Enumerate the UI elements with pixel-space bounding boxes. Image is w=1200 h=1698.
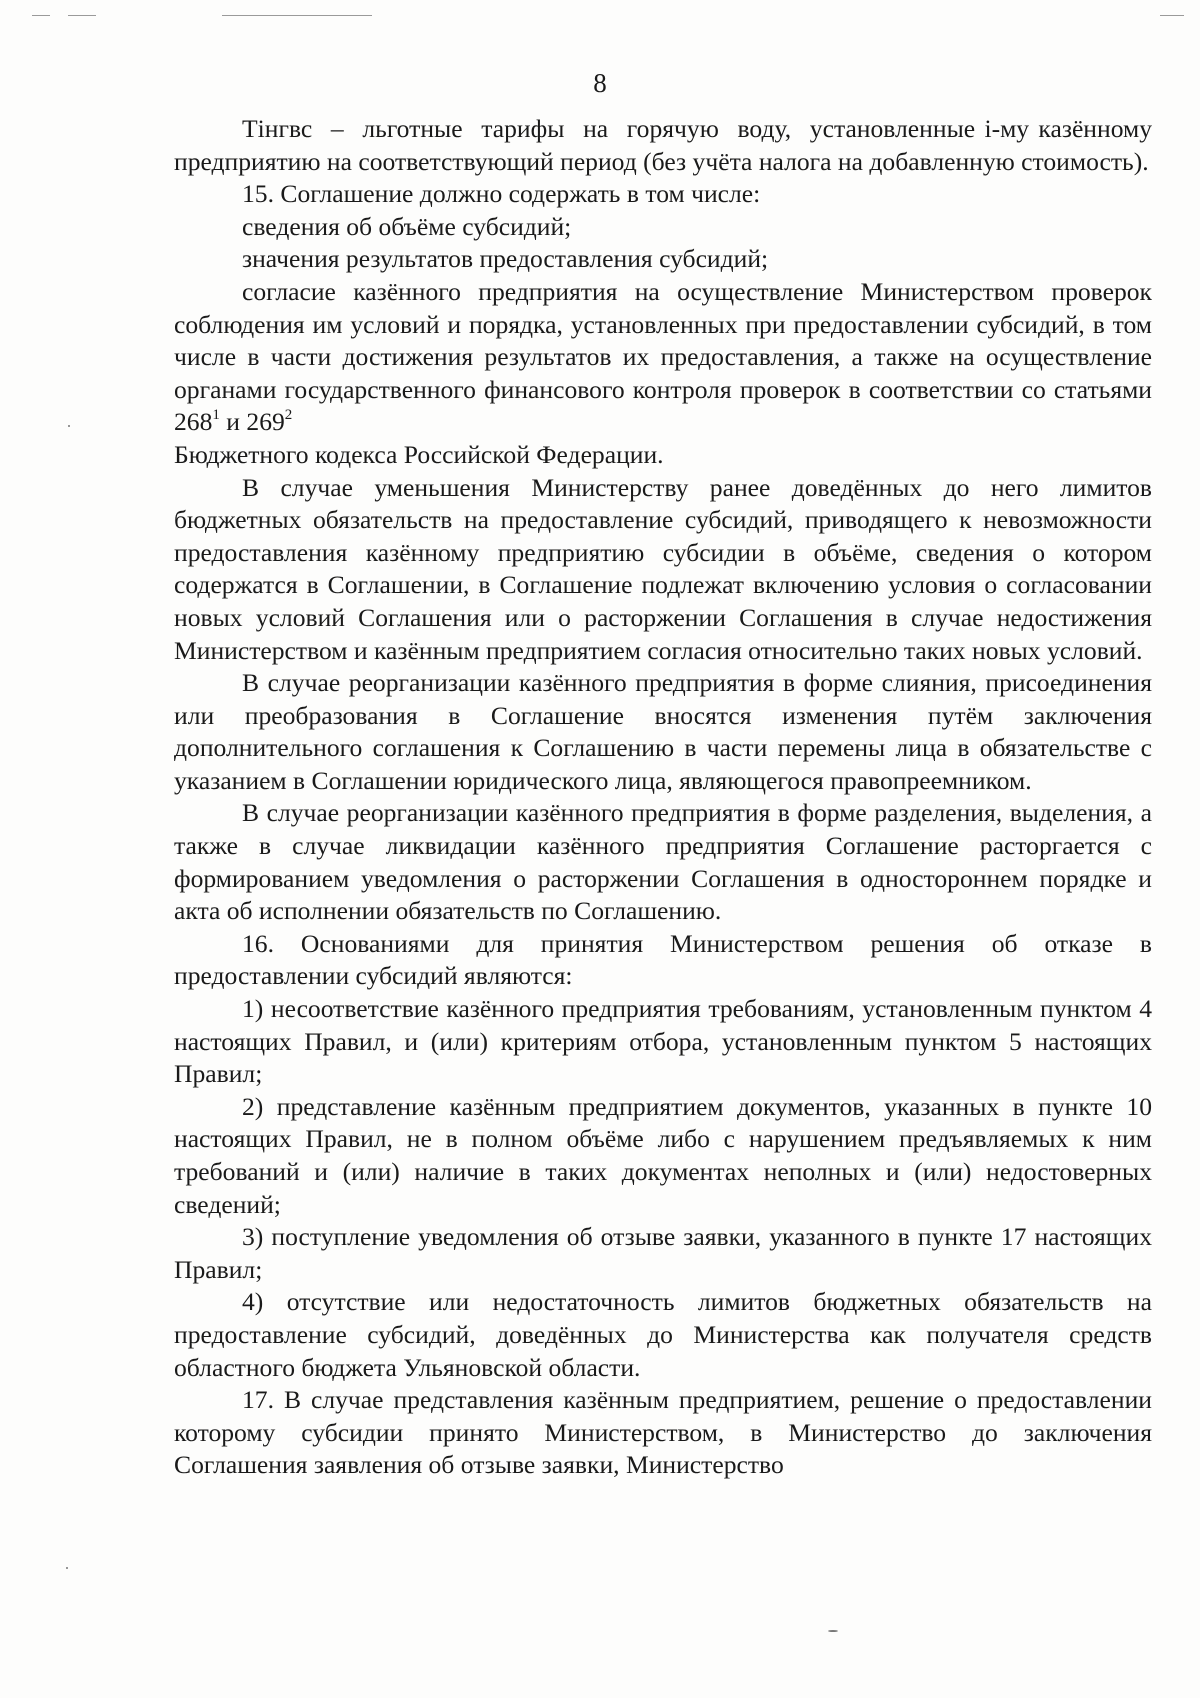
article-ref: $269^2$ bbox=[246, 407, 293, 437]
paragraph-tail: Бюджетного кодекса Российской Федерации. bbox=[174, 439, 664, 469]
paragraph-with-article-refs bbox=[174, 276, 1152, 472]
paragraph: В случае уменьшения Министерству ранее доведённых до него лимитов бюджетных обязательств на предоставление субсидий, приводящего к невозможности предоставления казённому предприятию субсидии в объёме, сведения о котором содержатся в Соглашении, в Соглашение подлежат включению условия о согласовании новых условий Соглашения или о расторжении Соглашения в случае недостижения Министерством и казённым предприятием согласия относительно таких новых условий. bbox=[174, 472, 1152, 665]
paragraph: сведения об объёме субсидий; bbox=[242, 211, 572, 241]
paragraph: 1) несоответствие казённого предприятия требованиям, установленным пунктом 4 настоящих Правил, и (или) критериям отбора, установленным пунктом 5 настоящих Правил; bbox=[174, 994, 1152, 1089]
document-body bbox=[174, 113, 1152, 1482]
scan-artifact bbox=[68, 425, 70, 427]
paragraph: 3) поступление уведомления об отзыве заявки, указанного в пункте 17 настоящих Правил; bbox=[174, 1222, 1152, 1284]
paragraph: значения результатов предоставления субсидий; bbox=[242, 244, 769, 274]
conjunction: и bbox=[226, 407, 240, 437]
paragraph: 15. Соглашение должно содержать в том числе: bbox=[242, 179, 761, 209]
paragraph: 17. В случае представления казённым предприятием, решение о предоставлении которому субсидии принято Министерством, в Министерство до заключения Соглашения заявления об отзыве заявки, Министерство bbox=[174, 1385, 1152, 1480]
scan-artifact bbox=[222, 15, 372, 16]
scan-artifact bbox=[828, 1630, 838, 1632]
page-number: 8 bbox=[593, 68, 607, 98]
paragraph: Тінгвс – льготные тарифы на горячую воду, установленные i-му казённому предприятию на соответствующий период (без учёта налога на добавленную стоимость). bbox=[174, 114, 1152, 176]
scan-artifact bbox=[1160, 15, 1184, 16]
paragraph: В случае реорганизации казённого предприятия в форме слияния, присоединения или преобразования в Соглашение вносятся изменения путём заключения дополнительного соглашения к Соглашению в части перемены лица в обязательстве с указанием в Соглашении юридического лица, являющегося правопреемником. bbox=[174, 668, 1152, 795]
paragraph: 16. Основаниями для принятия Министерством решения об отказе в предоставлении субсидий являются: bbox=[174, 928, 1152, 991]
scan-artifact bbox=[32, 15, 50, 16]
paragraph-text: согласие казённого предприятия на осуществление Министерством проверок соблюдения им условий и порядка, установленных при предоставлении субсидий, в том числе в части достижения результатов их предоставления, а также на осуществление органами государственного финансового контроля проверок в соответствии со статьями bbox=[174, 276, 1152, 404]
article-ref: $268^1$ bbox=[174, 407, 220, 437]
scan-artifact bbox=[66, 1567, 68, 1569]
scan-artifact bbox=[68, 15, 96, 16]
paragraph: 2) представление казённым предприятием документов, указанных в пункте 10 настоящих Правил, не в полном объёме либо с нарушением предъявляемых к ним требований и (или) наличие в таких документах неполных и (или) недостоверных сведений; bbox=[174, 1091, 1152, 1219]
paragraph: В случае реорганизации казённого предприятия в форме разделения, выделения, а также в случае ликвидации казённого предприятия Соглашение расторгается с формированием уведомления о расторжении Соглашения в одностороннем порядке и акта об исполнении обязательств по Соглашению. bbox=[174, 798, 1152, 926]
paragraph: 4) отсутствие или недостаточность лимитов бюджетных обязательств на предоставление субсидий, доведённых до Министерства как получателя средств областного бюджета Ульяновской области. bbox=[174, 1287, 1152, 1382]
